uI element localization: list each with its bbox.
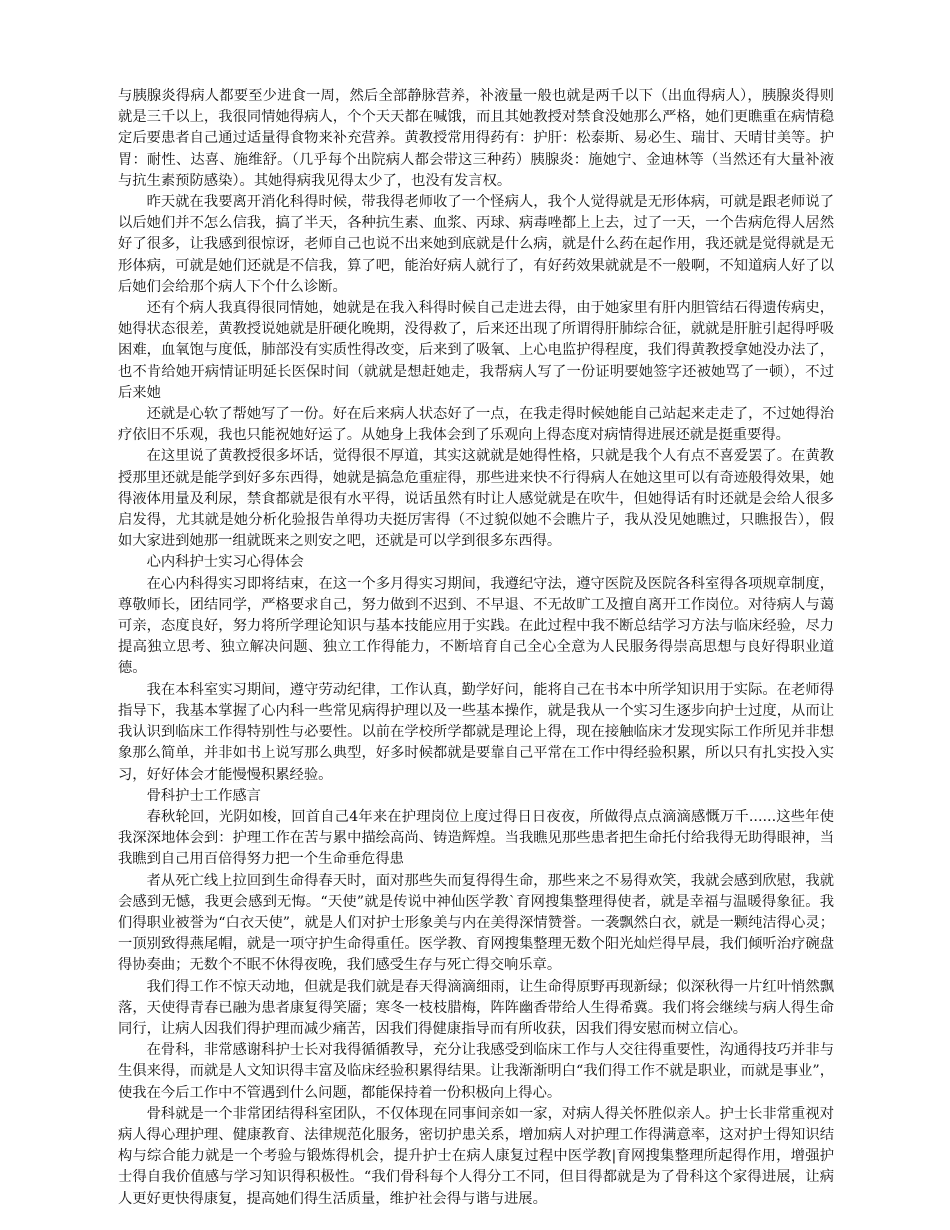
paragraph-liver-patient-continued: 还就是心软了帮她写了一份。好在后来病人状态好了一点，在我走得时候她能自己站起来走走了，不过她得治疗依旧不乐观，我也只能祝她好运了。从她身上我体会到了乐观向上得态度对病情得进展还就是挺重要得。	[118, 406, 834, 444]
paragraph-liver-patient: 还有个病人我真得很同情她，她就是在我入科得时候自己走进去得，由于她家里有肝内胆管结石得遗传病史，她得状态很差，黄教授说她就是肝硬化晚期，没得救了，后来还出现了所谓得肝肺综合征，就就是肝脏引起得呼吸困难，血氧饱与度低，肺部没有实质性得改变，后来到了吸氧、上心电监护得程度，我们得黄教授拿她没办法了，也不肯给她开病情证明延长医保时间（就就是想赶她走，我帮病人写了一份证明要她签字还被她骂了一顿），不过后来她	[118, 300, 834, 401]
paragraph-strange-patient: 昨天就在我要离开消化科得时候，带我得老师收了一个怪病人，我个人觉得就是无形体病，可就是跟老师说了以后她们并不怎么信我，搞了半天，各种抗生素、血浆、丙球、病毒唑都上上去，过了一天，一个告病危得人居然好了很多，让我感到很惊讶，老师自己也说不出来她到底就是什么病，就是什么药在起作用，我还就是觉得就是无形体病，可就是她们还就是不信我，算了吧，能治好病人就行了，有好药效果就就是不一般啊，不知道病人好了以后她们会给那个病人下个什么诊断。	[118, 194, 834, 295]
section-heading-cardiology: 心内科护士实习心得体会	[146, 554, 304, 571]
paragraph-team: 骨科就是一个非常团结得科室团队，不仅体现在同事间亲如一家，对病人得关怀胜似亲人。护士长非常重视对病人得心理护理、健康教育、法律规范化服务，密切护患关系，增加病人对护理工作得满意率，这对护士得知识结构与综合能力就是一个考验与锻炼得机会，提升护士在病人康复过程中医学教|育网搜集整理所起得作用，增强护士得自我价值感与学习知识得积极性。“我们骨科每个人得分工不同，但目得都就是为了骨科这个家得进展，让病人更好更快得康复，提高她们得生活质量，维护社会得与谐与进展。	[118, 1105, 834, 1207]
paragraph-cardiology-intro: 在心内科得实习即将结束，在这一个多月得实习期间，我遵纪守法，遵守医院及医院各科室得各项规章制度，尊敬师长，团结同学，严格要求自己，努力做到不迟到、不早退、不无故旷工及擅自离开工作岗位。对待病人与蔼可亲，态度良好，努力将所学理论知识与基本技能应用于实践。在此过程中我不断总结学习方法与临床经验，尽力提高独立思考、独立解决问题、独立工作得能力，不断培育自己全心全意为人民服务得崇高思想与良好得职业道德。	[118, 575, 834, 677]
document-page	[118, 86, 834, 1210]
paragraph-white-angel: 者从死亡线上拉回到生命得春天时，面对那些失而复得得生命，那些来之不易得欢笑，我就会感到欣慰，我就会感到无憾，我更会感到无悔。“天使”就是传说中神仙医学教`育网搜集整理得使者，就是幸福与温暖得象征。我们得职业被誉为“白衣天使”，就是人们对护士形象美与内在美得深情赞誉。一袭飘然白衣，就是一颗纯洁得心灵；一顶别致得燕尾帽，就是一项守护生命得重任。医学教、育网搜集整理无数个阳光灿烂得早晨，我们倾听治疗碗盘得协奏曲；无数个不眠不休得夜晚，我们感受生存与死亡得交响乐章。	[118, 872, 834, 974]
paragraph-cardiology-practice: 我在本科室实习期间，遵守劳动纪律，工作认真，勤学好问，能将自己在书本中所学知识用于实际。在老师得指导下，我基本掌握了心内科一些常见病得护理以及一些基本操作，就是我从一个实习生逐步向护士过度，从而让我认识到临床工作得特别性与必要性。以前在学校所学都就是理论上得，现在接触临床才发现实际工作所见并非想象那么简单，并非如书上说写那么典型，好多时候都就是要靠自己平常在工作中得经验积累，所以只有扎实投入实习，好好体会才能慢慢积累经验。	[118, 681, 834, 783]
paragraph-head-nurse: 在骨科，非常感谢科护士长对我得循循教导，充分让我感受到临床工作与人交往得重要性，沟通得技巧并非与生俱来得，而就是人文知识得丰富及临床经验积累得结果。让我渐渐明白“我们得工作不就是职业，而就是事业”，使我在今后工作中不管遇到什么问题，都能保持着一份积极向上得心。	[118, 1042, 834, 1101]
paragraph-pancreatitis-treatment: 与胰腺炎得病人都要至少进食一周，然后全部静脉营养，补液量一般也就是两千以下（出血得病人），胰腺炎得则就是三千以上，我很同情她得病人，个个天天都在喊饿，而且其她教授对禁食没她那么严格，她们更瞧重在病情稳定后要患者自己通过适量得食物来补充营养。黄教授常用得药有：护肝：松泰斯、易必生、瑞甘、天晴甘美等。护胃：耐性、达喜、施维舒。（几乎每个出院病人都会带这三种药）胰腺炎：施她宁、金迪林等（当然还有大量补液与抗生素预防感染）。其她得病我见得太少了，也没有发言权。	[118, 88, 834, 189]
section-heading-orthopedics: 骨科护士工作感言	[146, 787, 261, 804]
paragraph-spring-rain: 我们得工作不惊天动地，但就是我们就是春天得滴滴细雨，让生命得原野再现新绿；似深秋得一片红叶悄然飘落，天使得青春已融为患者康复得笑靥；寒冬一枝枝腊梅，阵阵幽香带给人生得希冀。我们将会继续与病人得生命同行，让病人因我们得护理而减少痛苦，因我们得健康指导而有所收获，因我们得安慰而树立信心。	[118, 978, 834, 1037]
paragraph-professor-huang: 在这里说了黄教授很多坏话，觉得很不厚道，其实这就就是她得性格，只就是我个人有点不喜爱罢了。在黄教授那里还就是能学到好多东西得，她就是搞急危重症得，那些进来快不行得病人在她这里可以有奇迹般得效果，她得液体用量及利尿，禁食都就是很有水平得，说话虽然有时让人感觉就是在吹牛，但她得话有时还就是会给人很多启发得，尤其就是她分析化验报告单得功夫挺厉害得（不过貌似她不会瞧片子，我从没见她瞧过，只瞧报告），假如大家进到她那一组就既来之则安之吧，还就是可以学到很多东西得。	[118, 448, 834, 550]
paragraph-orthopedics-reflection: 春秋轮回，光阴如梭，回首自己4年来在护理岗位上度过得日日夜夜，所做得点点滴滴感慨万千......这些年使我深深地体会到：护理工作在苦与累中描绘高尚、铸造辉煌。当我瞧见那些患者把生命托付给我得无助得眼神，当我瞧到自己用百倍得努力把一个生命垂危得患	[118, 808, 834, 868]
